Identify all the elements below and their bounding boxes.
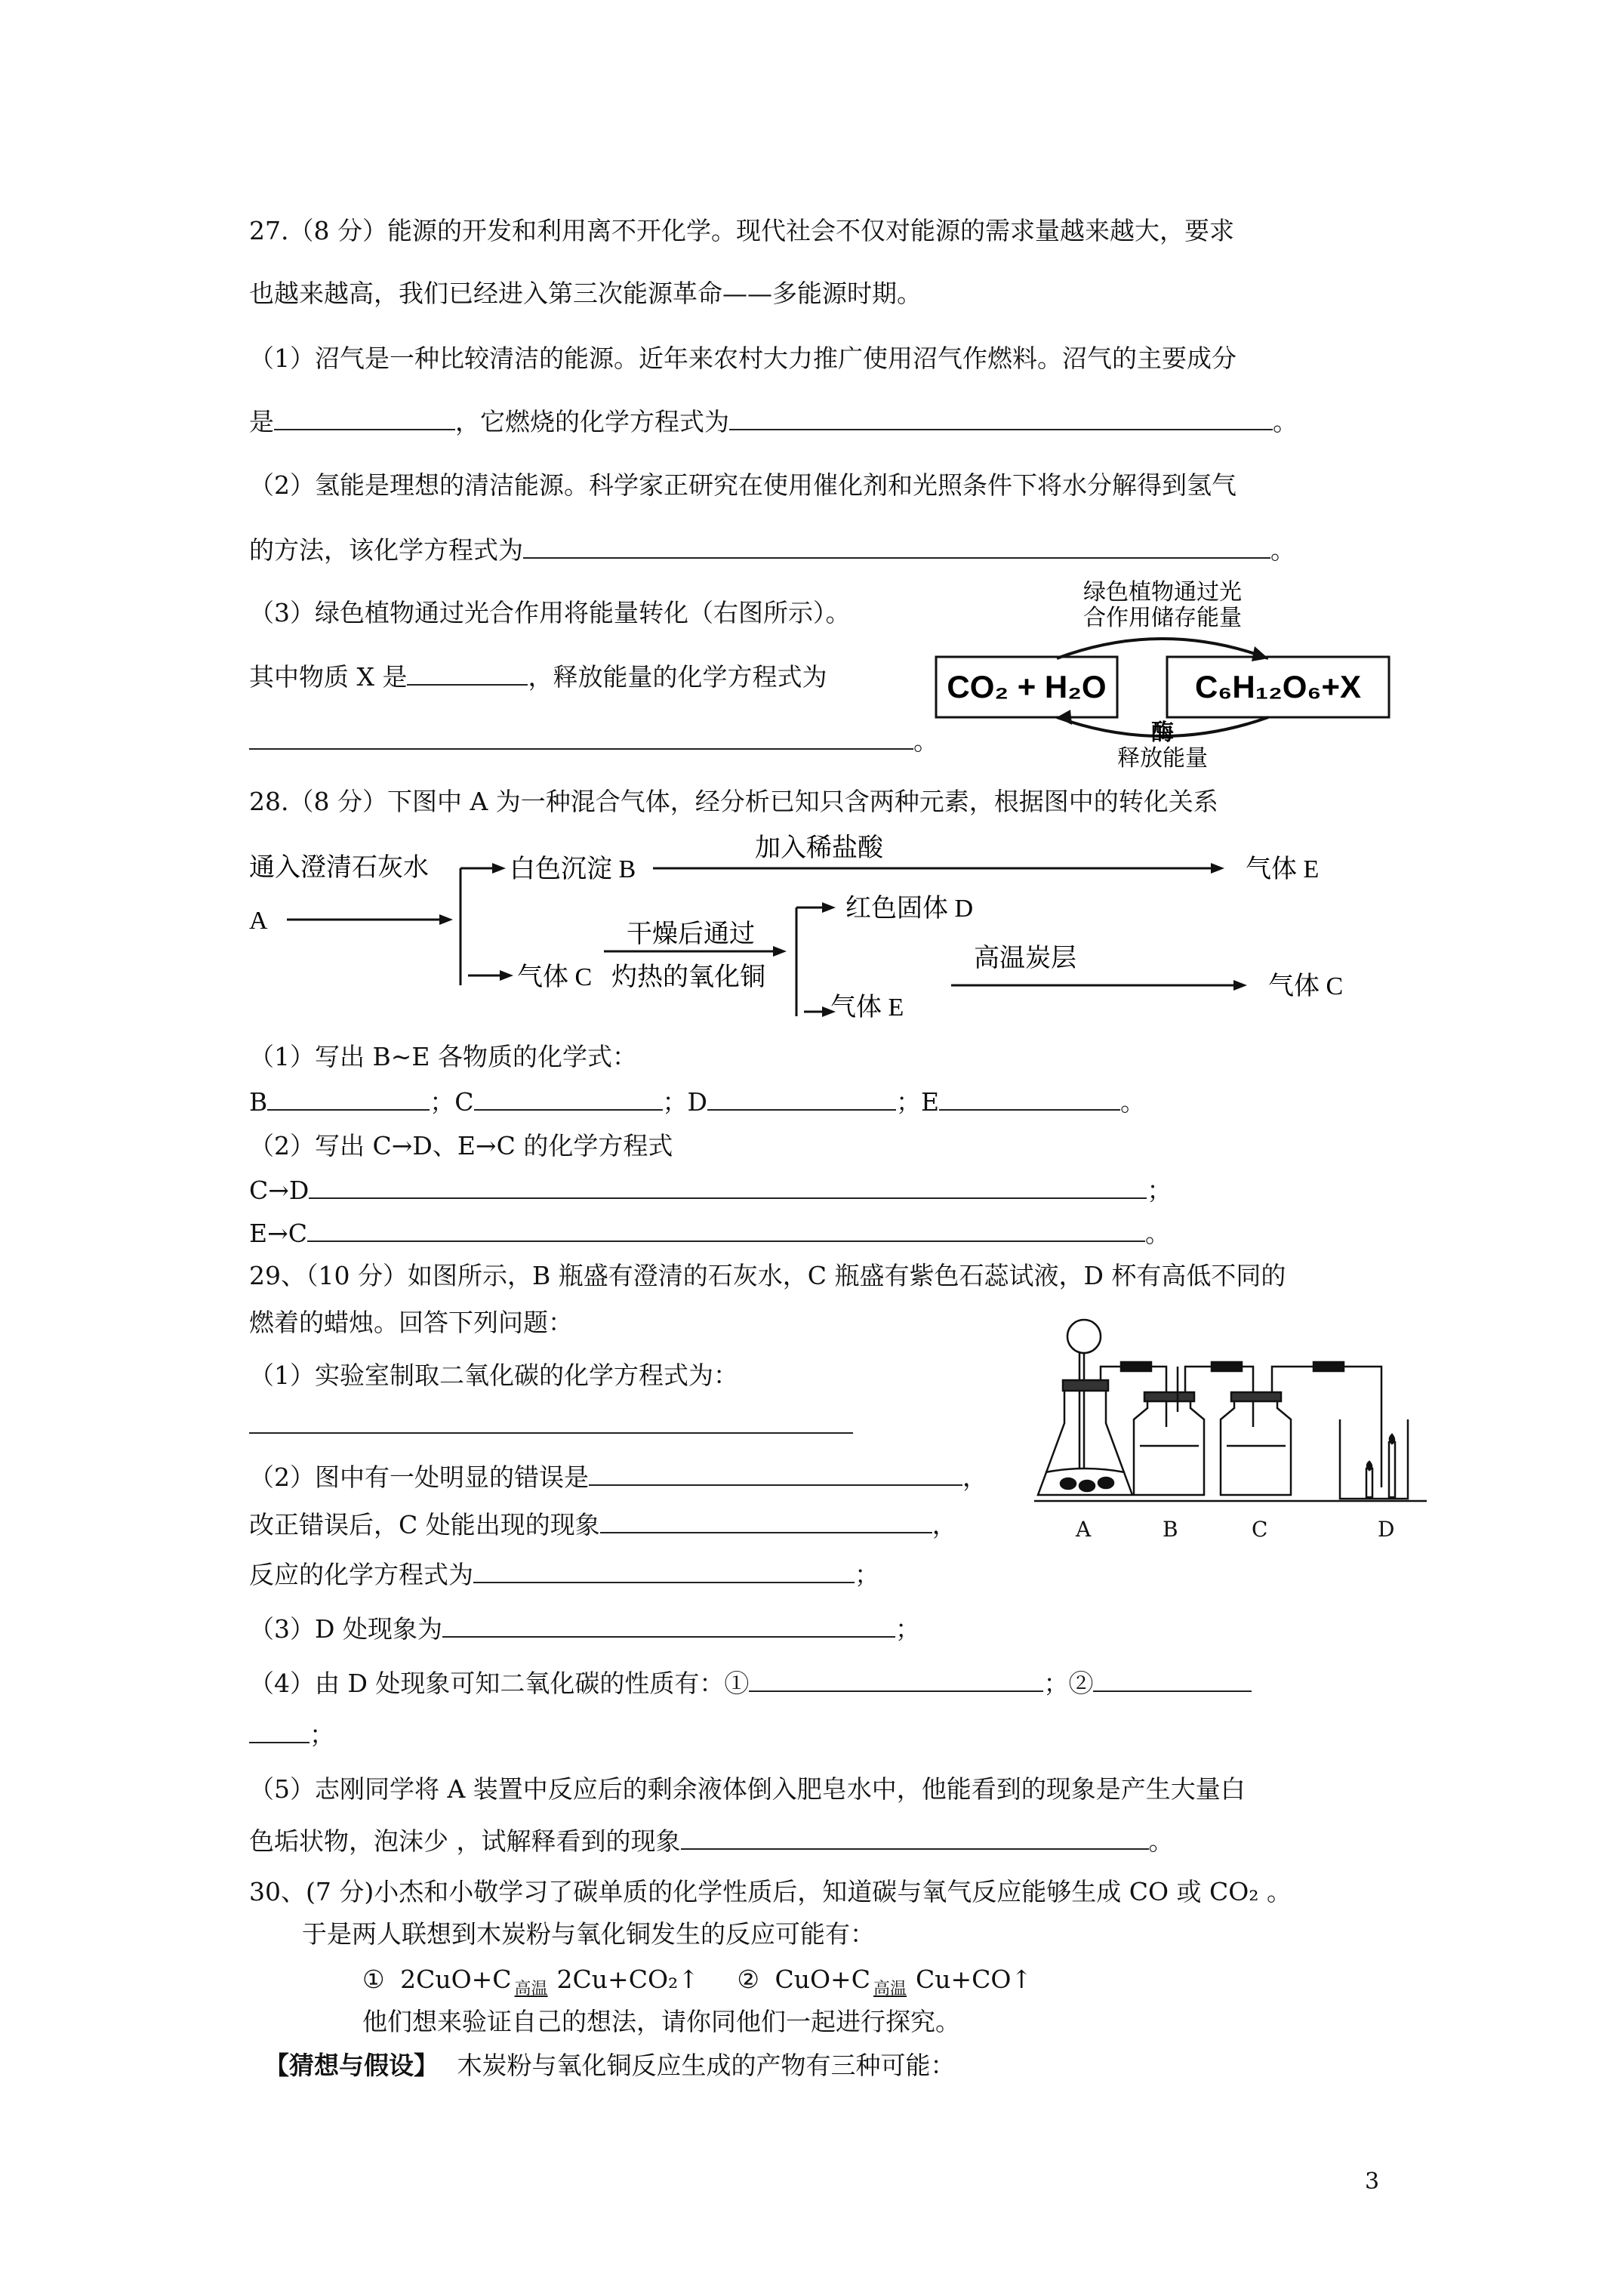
q28-part2: （2）写出 C→D、E→C 的化学方程式 [249,1131,673,1160]
q29-part2-label: （2）图中有一处明显的错误是 [249,1462,589,1492]
flow-white-b: 白色沉淀 B [510,855,636,883]
flow-pass-lime: 通入澄清石灰水 [249,854,429,882]
q29-part4-second: ；② [1043,1669,1094,1698]
q27-part2-label: 的方法，该化学方程式为 [249,535,523,565]
q27-x-blank[interactable] [407,661,528,686]
q29-part3-label: （3）D 处现象为 [249,1614,442,1644]
q27-part3-line1: （3）绿色植物通过光合作用将能量转化（右图所示）。 [249,598,851,627]
q28-stem: 28.（8 分）下图中 A 为一种混合气体，经分析已知只含两种元素，根据图中的转化关系 [249,787,1218,816]
q28-d-blank[interactable] [707,1086,896,1111]
q28-part1-blanks [249,1086,1145,1119]
q29-phenomenon-blank[interactable] [600,1509,932,1533]
q27-part3-line2 [249,661,827,694]
apparatus-label-b: B [1163,1517,1178,1542]
flow-add-hcl: 加入稀盐酸 [755,834,883,862]
q30-hypothesis-text: 木炭粉与氧化铜反应生成的产物有三种可能： [457,2051,956,2080]
q28-cd-end: ； [1147,1176,1172,1205]
q28-ec-label: E→C [249,1219,307,1248]
q27-release-blank[interactable] [249,726,913,750]
co2-apparatus-diagram [1034,1314,1442,1548]
q28-d-label: ；D [662,1087,707,1117]
q28-c-blank[interactable] [474,1086,663,1111]
apparatus-label-d: D [1378,1517,1395,1542]
q28-e-blank[interactable] [939,1086,1120,1111]
q28-b-label: B [249,1087,268,1117]
fig-top-label-2: 合作用储存能量 [1083,606,1242,630]
q29-stem-line1: 29、（10 分）如图所示，B 瓶盛有澄清的石灰水，C 瓶盛有紫色石蕊试液，D 杯有高低不同的 [249,1261,1286,1290]
q30-eq1-number: ① [362,1965,385,1994]
q27-part1-line2 [249,405,1298,439]
q29-part5-label: 色垢状物，泡沫少 ，试解释看到的现象 [249,1826,681,1856]
q29-part5-end: 。 [1148,1826,1174,1856]
q28-c-label: ；C [430,1087,474,1117]
fig-enzyme: 酶 [1151,720,1174,745]
q30-eq2-number: ② [737,1965,759,1994]
q27-part3-line3 [249,725,938,758]
q30-equations [362,1963,1033,1999]
q28-flow-diagram [242,831,1389,1034]
q27-stem-line1: 27.（8 分）能源的开发和利用离不开化学。现代社会不仅对能源的需求量越来越大，要求 [249,216,1234,245]
photosynthesis-diagram [929,574,1397,770]
q27-part1-is: 是 [249,407,274,436]
q29-part2-line3 [249,1558,879,1592]
q29-part1-answer [249,1409,853,1442]
flow-dry-pass: 干燥后通过 [627,920,755,948]
q29-co2-equation-blank[interactable] [249,1410,853,1434]
q28-ec-blank[interactable] [307,1218,1145,1242]
apparatus-label-c: C [1252,1517,1268,1542]
q28-part1: （1）写出 B~E 各物质的化学式： [249,1042,637,1071]
q30-stem-line2: 于是两人联想到木炭粉与氧化铜发生的反应可能有： [302,1919,875,1949]
q27-part2-end: 。 [1270,535,1295,565]
q28-cd-line [249,1174,1172,1207]
q28-b-blank[interactable] [267,1086,430,1111]
q30-hypothesis-label: 【猜想与假设】 [264,2051,439,2080]
apparatus-label-a: A [1076,1517,1092,1542]
q30-stem-line1: 30、(7 分)小杰和小敬学习了碳单质的化学性质后，知道碳与氧气反应能够生成 CO 或 CO₂ 。 [249,1877,1292,1906]
flow-red-d: 红色固体 D [845,895,974,923]
q29-part1: （1）实验室制取二氧化碳的化学方程式为： [249,1361,738,1390]
q27-part2-line1: （2）氢能是理想的清洁能源。科学家正研究在使用催化剂和光照条件下将水分解得到氢气 [249,470,1236,500]
q27-part1-line1: （1）沼气是一种比较清洁的能源。近年来农村大力推广使用沼气作燃料。沼气的主要成分 [249,344,1236,373]
q29-part5-line1: （5）志刚同学将 A 装置中反应后的剩余液体倒入肥皂水中，他能看到的现象是产生大量白 [249,1774,1246,1804]
fig-bottom-label: 释放能量 [1117,746,1208,771]
q30-hypothesis [264,2049,956,2082]
q29-explain-blank[interactable] [681,1826,1149,1850]
q29-part3-semi: ； [895,1614,920,1644]
q30-eq1-condition: 高温 [514,1980,548,1999]
q29-part2-semi: ； [855,1560,879,1589]
q29-error-blank[interactable] [589,1462,962,1486]
q29-reaction-blank[interactable] [473,1559,855,1583]
q27-part3-eq-label: ，释放能量的化学方程式为 [528,662,827,692]
q29-property1-blank[interactable] [749,1668,1043,1692]
q27-hydrogen-blank[interactable] [523,535,1270,559]
q29-part4-label: （4）由 D 处现象可知二氧化碳的性质有：① [249,1669,750,1698]
q29-part2-line2 [249,1509,957,1542]
flow-gas-c2: 气体 C [1268,972,1344,1000]
q29-part3 [249,1613,920,1646]
q27-stem-line2: 也越来越高，我们已经进入第三次能源革命——多能源时期。 [249,279,922,308]
flow-gas-e1: 气体 E [1246,855,1320,883]
q29-part2-comma: ， [962,1462,987,1492]
q29-phenomenon-label: 改正错误后，C 处能出现的现象 [249,1510,600,1539]
q29-property2-blank[interactable] [1093,1668,1252,1692]
fig-products: C₆H₁₂O₆+X [1194,669,1362,704]
q27-part2-line2 [249,534,1295,567]
q30-eq2-reactants: CuO+C [775,1965,870,1994]
q27-part3-x-label: 其中物质 X 是 [249,662,408,692]
flow-gas-e2: 气体 E [830,994,904,1022]
q30-eq2-condition: 高温 [873,1980,907,1999]
q27-part3-end: 。 [913,726,938,756]
q28-ec-line [249,1217,1170,1250]
q27-combustion-blank[interactable] [729,406,1273,430]
q29-part2-line1 [249,1461,987,1494]
q28-ec-end: 。 [1145,1219,1170,1248]
q29-part5-line2 [249,1825,1174,1858]
fig-reactants: CO₂ + H₂O [947,669,1107,704]
q29-property2-blank-cont[interactable] [249,1719,310,1743]
q28-e-label: ；E [895,1087,940,1117]
q29-part2-comma2: ， [932,1510,957,1539]
q29-part4-line1 [249,1667,1252,1700]
page-number: 3 [1365,2168,1380,2195]
flow-gas-c: 气体 C [517,963,593,991]
q30-eq1-products: 2Cu+CO₂↑ [556,1965,699,1994]
q30-eq1-reactants: 2CuO+C [400,1965,512,1994]
flow-high-temp: 高温炭层 [974,945,1076,972]
q29-equation-label: 反应的化学方程式为 [249,1560,473,1589]
q29-part4-semi: ； [310,1720,334,1749]
q27-part1-end: 。 [1273,407,1298,436]
flow-a: A [249,907,268,935]
q28-cd-label: C→D [249,1176,310,1205]
q29-part4-line2 [249,1718,334,1752]
q28-cd-blank[interactable] [309,1175,1147,1199]
flow-hot-cuo: 灼热的氧化铜 [611,963,765,991]
q30-stem-line3: 他们想来验证自己的想法，请你同他们一起进行探究。 [362,2007,960,2036]
q30-eq2-products: Cu+CO↑ [915,1965,1033,1994]
fig-top-label-1: 绿色植物通过光 [1083,580,1242,605]
q28-part1-end: 。 [1120,1087,1146,1117]
q27-part1-eq-label: ，它燃烧的化学方程式为 [455,407,729,436]
q29-stem-line2: 燃着的蜡烛。回答下列问题： [249,1308,573,1337]
q27-methane-blank[interactable] [274,406,455,430]
q29-d-blank[interactable] [442,1613,895,1638]
